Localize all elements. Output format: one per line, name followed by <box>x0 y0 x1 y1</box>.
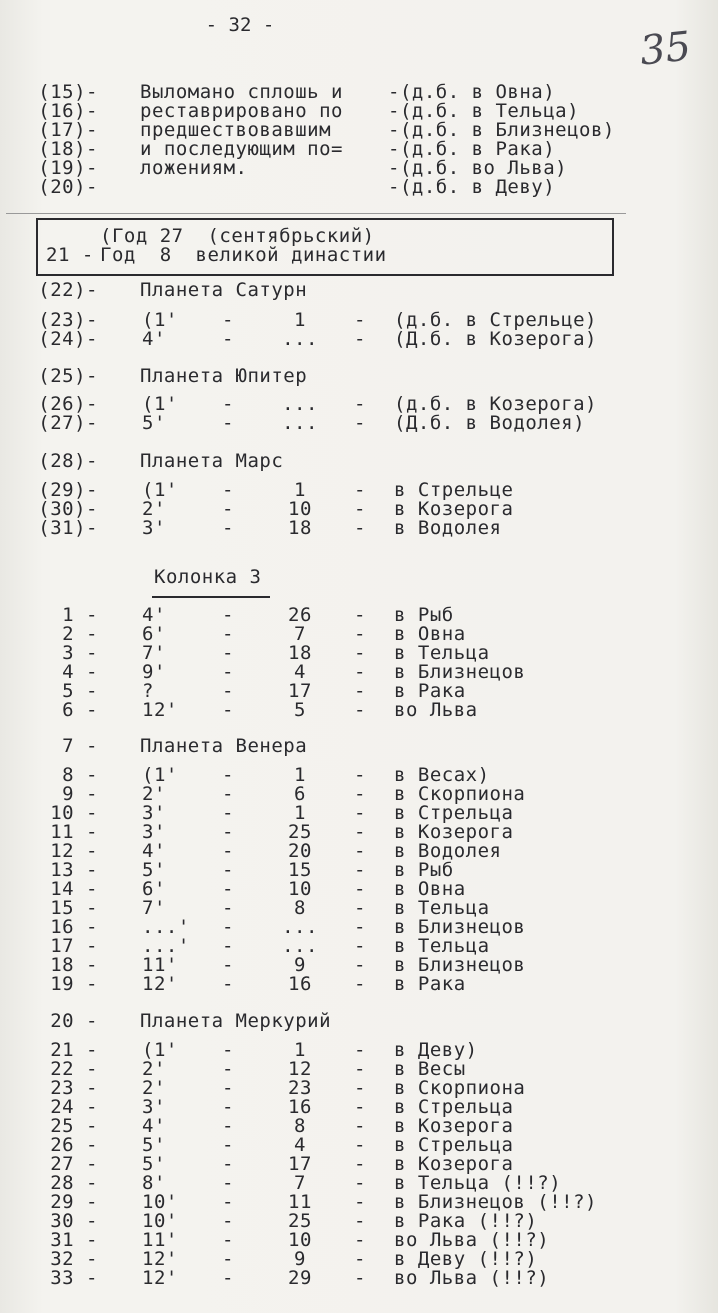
line-26-col-sign: в Козерога <box>394 821 514 843</box>
line-20-col-degree: ? <box>142 680 154 702</box>
line-3-text: и последующим по= <box>140 138 343 160</box>
line-11-dash: - <box>222 412 234 434</box>
line-19-col-value: 4 <box>294 661 306 683</box>
line-29-col-sign: в Овна <box>394 878 466 900</box>
line-8-col-value: ... <box>282 328 318 350</box>
line-44-col-sign: в Близнецов (!!?) <box>394 1191 597 1213</box>
line-26-dash: - <box>354 821 366 843</box>
line-15-dash: - <box>222 517 234 539</box>
line-39-dash: - <box>222 1096 234 1118</box>
line-9-text: Планета Юпитер <box>140 365 308 387</box>
line-23-col-value: 1 <box>294 764 306 786</box>
line-47-col-degree: 12' <box>142 1248 178 1270</box>
line-25-col-value: 1 <box>294 802 306 824</box>
line-32-col-degree: ...' <box>142 935 190 957</box>
line-40-col-degree: 4' <box>142 1115 166 1137</box>
line-37-number: 22 - <box>50 1058 98 1080</box>
line-15-col-value: 18 <box>288 517 312 539</box>
line-24-dash: - <box>222 783 234 805</box>
line-44-dash: - <box>354 1191 366 1213</box>
line-36-dash: - <box>222 1039 234 1061</box>
line-33-number: 18 - <box>50 954 98 976</box>
line-17-dash: - <box>222 623 234 645</box>
line-11-col-value: ... <box>282 412 318 434</box>
line-23-dash: - <box>222 764 234 786</box>
line-45-col-degree: 10' <box>142 1210 178 1232</box>
line-15-dash: - <box>354 517 366 539</box>
section-divider <box>6 213 626 214</box>
line-40-col-value: 8 <box>294 1115 306 1137</box>
line-46-col-degree: 11' <box>142 1229 178 1251</box>
line-24-col-sign: в Скорпиона <box>394 783 526 805</box>
line-45-dash: - <box>222 1210 234 1232</box>
line-24-number: 9 - <box>62 783 98 805</box>
line-13-col-degree: (1' <box>142 479 178 501</box>
line-27-dash: - <box>222 840 234 862</box>
boxed-line-2-number: 21 - <box>46 244 94 266</box>
line-40-number: 25 - <box>50 1115 98 1137</box>
line-16-dash: - <box>222 604 234 626</box>
line-24-col-value: 6 <box>294 783 306 805</box>
line-8-number: (24)- <box>38 328 98 350</box>
line-38-dash: - <box>354 1077 366 1099</box>
line-31-col-sign: в Близнецов <box>394 916 526 938</box>
line-23-col-sign: в Весах) <box>394 764 490 786</box>
line-7-number: (23)- <box>38 309 98 331</box>
line-21-dash: - <box>354 699 366 721</box>
line-4-text: ложениям. <box>140 157 248 179</box>
line-22-number: 7 - <box>62 735 98 757</box>
line-16-dash: - <box>354 604 366 626</box>
line-37-dash: - <box>222 1058 234 1080</box>
line-21-number: 6 - <box>62 699 98 721</box>
line-27-col-value: 20 <box>288 840 312 862</box>
line-21-col-value: 5 <box>294 699 306 721</box>
line-44-col-degree: 10' <box>142 1191 178 1213</box>
line-14-col-degree: 2' <box>142 498 166 520</box>
line-11-number: (27)- <box>38 412 98 434</box>
line-45-number: 30 - <box>50 1210 98 1232</box>
line-7-col-sign: (д.б. в Стрельце) <box>394 309 597 331</box>
line-7-dash: - <box>354 309 366 331</box>
line-14-dash: - <box>354 498 366 520</box>
line-35-text: Планета Меркурий <box>140 1010 332 1032</box>
line-34-dash: - <box>222 973 234 995</box>
line-18-col-degree: 7' <box>142 642 166 664</box>
line-10-col-sign: (д.б. в Козерога) <box>394 393 597 415</box>
line-36-number: 21 - <box>50 1039 98 1061</box>
line-29-dash: - <box>354 878 366 900</box>
line-33-dash: - <box>354 954 366 976</box>
line-23-dash: - <box>354 764 366 786</box>
line-41-number: 26 - <box>50 1134 98 1156</box>
line-42-number: 27 - <box>50 1153 98 1175</box>
line-6-number: (22)- <box>38 279 98 301</box>
line-10-col-degree: (1' <box>142 393 178 415</box>
line-21-col-sign: во Льва <box>394 699 478 721</box>
line-43-dash: - <box>222 1172 234 1194</box>
line-18-dash: - <box>354 642 366 664</box>
line-47-number: 32 - <box>50 1248 98 1270</box>
line-17-dash: - <box>354 623 366 645</box>
line-0-note: -(д.б. в Овна) <box>388 81 556 103</box>
line-9-number: (25)- <box>38 365 98 387</box>
line-33-col-value: 9 <box>294 954 306 976</box>
line-33-dash: - <box>222 954 234 976</box>
line-12-text: Планета Марс <box>140 450 284 472</box>
line-31-dash: - <box>354 916 366 938</box>
line-30-col-degree: 7' <box>142 897 166 919</box>
line-11-col-sign: (Д.б. в Водолея) <box>394 412 586 434</box>
line-47-col-sign: в Деву (!!?) <box>394 1248 538 1270</box>
line-34-col-degree: 12' <box>142 973 178 995</box>
line-25-dash: - <box>222 802 234 824</box>
line-35-number: 20 - <box>50 1010 98 1032</box>
line-46-dash: - <box>354 1229 366 1251</box>
line-38-number: 23 - <box>50 1077 98 1099</box>
line-30-col-sign: в Тельца <box>394 897 490 919</box>
line-37-dash: - <box>354 1058 366 1080</box>
line-38-col-value: 23 <box>288 1077 312 1099</box>
line-5-number: (20)- <box>38 176 98 198</box>
line-41-col-degree: 5' <box>142 1134 166 1156</box>
line-46-dash: - <box>222 1229 234 1251</box>
line-29-col-value: 10 <box>288 878 312 900</box>
line-15-col-sign: в Водолея <box>394 517 502 539</box>
line-48-col-degree: 12' <box>142 1267 178 1289</box>
line-17-col-value: 7 <box>294 623 306 645</box>
line-46-col-sign: во Льва (!!?) <box>394 1229 550 1251</box>
line-47-dash: - <box>222 1248 234 1270</box>
line-31-col-degree: ...' <box>142 916 190 938</box>
line-10-dash: - <box>222 393 234 415</box>
line-46-number: 31 - <box>50 1229 98 1251</box>
line-45-dash: - <box>354 1210 366 1232</box>
line-45-col-sign: в Рака (!!?) <box>394 1210 538 1232</box>
line-4-number: (19)- <box>38 157 98 179</box>
line-16-col-value: 26 <box>288 604 312 626</box>
line-43-col-value: 7 <box>294 1172 306 1194</box>
line-32-dash: - <box>354 935 366 957</box>
line-38-dash: - <box>222 1077 234 1099</box>
line-31-number: 16 - <box>50 916 98 938</box>
line-14-col-value: 10 <box>288 498 312 520</box>
handwritten-page-number: 35 <box>637 23 694 75</box>
line-16-number: 1 - <box>62 604 98 626</box>
line-47-dash: - <box>354 1248 366 1270</box>
line-13-col-value: 1 <box>294 479 306 501</box>
line-39-col-sign: в Стрельца <box>394 1096 514 1118</box>
line-22-text: Планета Венера <box>140 735 308 757</box>
line-7-col-degree: (1' <box>142 309 178 331</box>
line-47-col-value: 9 <box>294 1248 306 1270</box>
line-17-col-sign: в Овна <box>394 623 466 645</box>
line-19-dash: - <box>354 661 366 683</box>
line-10-dash: - <box>354 393 366 415</box>
line-21-col-degree: 12' <box>142 699 178 721</box>
line-19-dash: - <box>222 661 234 683</box>
line-8-col-sign: (Д.б. в Козерога) <box>394 328 597 350</box>
line-29-col-degree: 6' <box>142 878 166 900</box>
line-38-col-sign: в Скорпиона <box>394 1077 526 1099</box>
line-1-number: (16)- <box>38 100 98 122</box>
line-36-col-degree: (1' <box>142 1039 178 1061</box>
line-28-number: 13 - <box>50 859 98 881</box>
line-10-col-value: ... <box>282 393 318 415</box>
line-16-col-degree: 4' <box>142 604 166 626</box>
line-39-number: 24 - <box>50 1096 98 1118</box>
line-5-note: -(д.б. в Деву) <box>388 176 556 198</box>
line-34-number: 19 - <box>50 973 98 995</box>
line-21-dash: - <box>222 699 234 721</box>
line-14-number: (30)- <box>38 498 98 520</box>
line-20-dash: - <box>354 680 366 702</box>
line-12-number: (28)- <box>38 450 98 472</box>
line-15-number: (31)- <box>38 517 98 539</box>
line-13-dash: - <box>354 479 366 501</box>
line-27-number: 12 - <box>50 840 98 862</box>
line-26-dash: - <box>222 821 234 843</box>
line-15-col-degree: 3' <box>142 517 166 539</box>
line-40-dash: - <box>354 1115 366 1137</box>
line-31-dash: - <box>222 916 234 938</box>
line-48-dash: - <box>354 1267 366 1289</box>
line-1-text: реставрировано по <box>140 100 343 122</box>
line-23-col-degree: (1' <box>142 764 178 786</box>
line-29-dash: - <box>222 878 234 900</box>
line-43-number: 28 - <box>50 1172 98 1194</box>
line-39-dash: - <box>354 1096 366 1118</box>
line-44-dash: - <box>222 1191 234 1213</box>
line-28-dash: - <box>354 859 366 881</box>
line-48-number: 33 - <box>50 1267 98 1289</box>
line-0-number: (15)- <box>38 81 98 103</box>
line-43-col-sign: в Тельца (!!?) <box>394 1172 562 1194</box>
column-heading-underline <box>152 596 270 598</box>
line-14-col-sign: в Козерога <box>394 498 514 520</box>
line-37-col-value: 12 <box>288 1058 312 1080</box>
line-43-col-degree: 8' <box>142 1172 166 1194</box>
line-46-col-value: 10 <box>288 1229 312 1251</box>
line-2-number: (17)- <box>38 119 98 141</box>
line-40-dash: - <box>222 1115 234 1137</box>
line-33-col-degree: 11' <box>142 954 178 976</box>
line-28-col-degree: 5' <box>142 859 166 881</box>
line-30-dash: - <box>222 897 234 919</box>
line-2-text: предшествовавшим <box>140 119 332 141</box>
line-19-number: 4 - <box>62 661 98 683</box>
line-41-col-sign: в Стрельца <box>394 1134 514 1156</box>
line-36-col-value: 1 <box>294 1039 306 1061</box>
boxed-line-1: (Год 27 (сентябрьский) <box>100 225 375 247</box>
line-42-dash: - <box>222 1153 234 1175</box>
line-40-col-sign: в Козерога <box>394 1115 514 1137</box>
line-32-dash: - <box>222 935 234 957</box>
line-41-dash: - <box>354 1134 366 1156</box>
line-44-number: 29 - <box>50 1191 98 1213</box>
line-25-dash: - <box>354 802 366 824</box>
line-24-col-degree: 2' <box>142 783 166 805</box>
line-20-col-sign: в Рака <box>394 680 466 702</box>
line-11-dash: - <box>354 412 366 434</box>
line-26-col-value: 25 <box>288 821 312 843</box>
line-38-col-degree: 2' <box>142 1077 166 1099</box>
line-18-col-sign: в Тельца <box>394 642 490 664</box>
line-43-dash: - <box>354 1172 366 1194</box>
line-23-number: 8 - <box>62 764 98 786</box>
line-27-dash: - <box>354 840 366 862</box>
line-26-number: 11 - <box>50 821 98 843</box>
line-20-col-value: 17 <box>288 680 312 702</box>
line-25-col-sign: в Стрельца <box>394 802 514 824</box>
line-8-dash: - <box>222 328 234 350</box>
line-31-col-value: ... <box>282 916 318 938</box>
line-13-number: (29)- <box>38 479 98 501</box>
line-28-col-sign: в Рыб <box>394 859 454 881</box>
line-30-number: 15 - <box>50 897 98 919</box>
line-42-col-sign: в Козерога <box>394 1153 514 1175</box>
line-48-col-value: 29 <box>288 1267 312 1289</box>
line-34-col-sign: в Рака <box>394 973 466 995</box>
line-3-note: -(д.б. в Рака) <box>388 138 556 160</box>
line-10-number: (26)- <box>38 393 98 415</box>
line-36-col-sign: в Деву) <box>394 1039 478 1061</box>
line-13-dash: - <box>222 479 234 501</box>
line-19-col-sign: в Близнецов <box>394 661 526 683</box>
line-45-col-value: 25 <box>288 1210 312 1232</box>
line-2-note: -(д.б. в Близнецов) <box>388 119 615 141</box>
line-42-col-degree: 5' <box>142 1153 166 1175</box>
line-8-col-degree: 4' <box>142 328 166 350</box>
line-17-number: 2 - <box>62 623 98 645</box>
line-42-col-value: 17 <box>288 1153 312 1175</box>
line-24-dash: - <box>354 783 366 805</box>
line-28-col-value: 15 <box>288 859 312 881</box>
line-7-col-value: 1 <box>294 309 306 331</box>
line-33-col-sign: в Близнецов <box>394 954 526 976</box>
line-37-col-degree: 2' <box>142 1058 166 1080</box>
line-34-col-value: 16 <box>288 973 312 995</box>
line-18-col-value: 18 <box>288 642 312 664</box>
boxed-line-2: Год 8 великой династии <box>100 244 387 266</box>
line-18-dash: - <box>222 642 234 664</box>
line-32-col-value: ... <box>282 935 318 957</box>
line-20-dash: - <box>222 680 234 702</box>
line-25-number: 10 - <box>50 802 98 824</box>
line-8-dash: - <box>354 328 366 350</box>
line-11-col-degree: 5' <box>142 412 166 434</box>
line-37-col-sign: в Весы <box>394 1058 466 1080</box>
page-number: - 32 - <box>205 14 275 36</box>
line-6-text: Планета Сатурн <box>140 279 308 301</box>
line-36-dash: - <box>354 1039 366 1061</box>
line-25-col-degree: 3' <box>142 802 166 824</box>
line-34-dash: - <box>354 973 366 995</box>
line-30-dash: - <box>354 897 366 919</box>
line-1-note: -(д.б. в Тельца) <box>388 100 580 122</box>
line-41-col-value: 4 <box>294 1134 306 1156</box>
line-26-col-degree: 3' <box>142 821 166 843</box>
line-44-col-value: 11 <box>288 1191 312 1213</box>
line-32-col-sign: в Тельца <box>394 935 490 957</box>
line-48-dash: - <box>222 1267 234 1289</box>
line-4-note: -(д.б. во Льва) <box>388 157 568 179</box>
line-19-col-degree: 9' <box>142 661 166 683</box>
line-28-dash: - <box>222 859 234 881</box>
line-27-col-degree: 4' <box>142 840 166 862</box>
line-42-dash: - <box>354 1153 366 1175</box>
line-13-col-sign: в Стрельце <box>394 479 514 501</box>
line-17-col-degree: 6' <box>142 623 166 645</box>
line-14-dash: - <box>222 498 234 520</box>
line-30-col-value: 8 <box>294 897 306 919</box>
column-heading: Колонка 3 <box>154 566 262 588</box>
line-16-col-sign: в Рыб <box>394 604 454 626</box>
line-48-col-sign: во Льва (!!?) <box>394 1267 550 1289</box>
line-3-number: (18)- <box>38 138 98 160</box>
line-39-col-degree: 3' <box>142 1096 166 1118</box>
line-39-col-value: 16 <box>288 1096 312 1118</box>
line-27-col-sign: в Водолея <box>394 840 502 862</box>
line-20-number: 5 - <box>62 680 98 702</box>
line-18-number: 3 - <box>62 642 98 664</box>
line-29-number: 14 - <box>50 878 98 900</box>
line-0-text: Выломано сплошь и <box>140 81 343 103</box>
line-7-dash: - <box>222 309 234 331</box>
line-41-dash: - <box>222 1134 234 1156</box>
line-32-number: 17 - <box>50 935 98 957</box>
